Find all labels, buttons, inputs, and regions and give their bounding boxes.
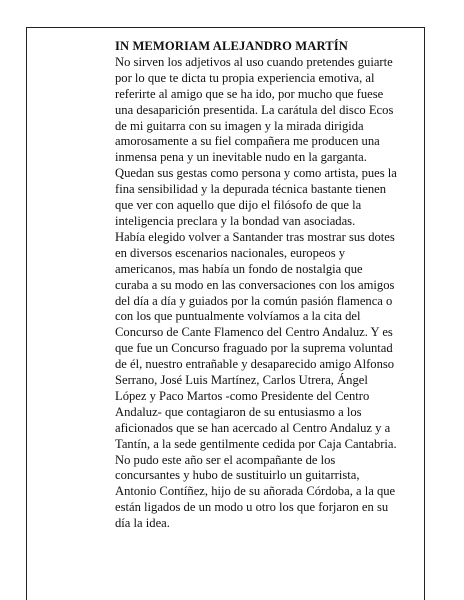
body-line: día la idea.: [115, 516, 170, 531]
body-line: por lo que te dicta tu propia experiencia emotiva, al: [115, 70, 375, 85]
body-line: de él, nuestro entrañable y desaparecido amigo Alfonso: [115, 357, 395, 372]
body-line: inteligencia preclara y la bondad van asociadas.: [115, 213, 356, 228]
article-title: IN MEMORIAM ALEJANDRO MARTÍN: [115, 39, 348, 53]
body-line: fina sensibilidad y la depurada técnica bastante tienen: [115, 182, 387, 197]
body-line: Serrano, José Luis Martínez, Carlos Utrera, Ángel: [115, 373, 368, 388]
body-line: curaba a su modo en las conversaciones con los amigos: [115, 277, 395, 292]
body-line: Quedan sus gestas como persona y como artista, pues la: [115, 166, 397, 181]
body-line: Antonio Contíñez, hijo de su añorada Córdoba, a la que: [115, 484, 396, 499]
body-line: No pudo este año ser el acompañante de los: [115, 452, 336, 467]
body-line: concursantes y hubo de sustituirlo un guitarrista,: [115, 468, 360, 483]
article: [115, 39, 422, 532]
body-line: Concurso de Cante Flamenco del Centro Andaluz. Y es: [115, 325, 393, 340]
article-body: [115, 55, 422, 532]
body-line: Tantín, a la sede gentilmente cedida por Caja Cantabria.: [115, 436, 397, 451]
body-line: López y Paco Martos -como Presidente del Centro: [115, 388, 370, 403]
body-line: referirte al amigo que se ha ido, por mucho que fuese: [115, 86, 384, 101]
body-line: en diversos escenarios nacionales, europeos y: [115, 245, 346, 260]
body-line: que ver con aquello que dijo el filósofo de que la: [115, 198, 362, 213]
body-line: Había elegido volver a Santander tras mostrar sus dotes: [115, 229, 395, 244]
body-line: una desaparición presentida. La carátula del disco Ecos: [115, 102, 394, 117]
body-line: del día a día y guiados por la común pasión flamenca o: [115, 293, 393, 308]
body-line: inmensa pena y un inevitable nudo en la garganta.: [115, 150, 367, 165]
body-line: Andaluz- que contagiaron de su entusiasmo a los: [115, 404, 362, 419]
body-line: que fue un Concurso fraguado por la suprema voluntad: [115, 341, 393, 356]
body-line: de mi guitarra con su imagen y la mirada dirigida: [115, 118, 364, 133]
body-line: están ligados de un modo u otro los que forjaron en su: [115, 500, 389, 515]
body-line: amorosamente a su fiel compañera me producen una: [115, 134, 380, 149]
body-line: con los que puntualmente volvíamos a la cita del: [115, 309, 361, 324]
body-line: americanos, mas había un fondo de nostalgia que: [115, 261, 363, 276]
body-line: No sirven los adjetivos al uso cuando pretendes guiarte: [115, 54, 393, 69]
body-line: aficionados que se han acercado al Centro Andaluz y a: [115, 420, 391, 435]
